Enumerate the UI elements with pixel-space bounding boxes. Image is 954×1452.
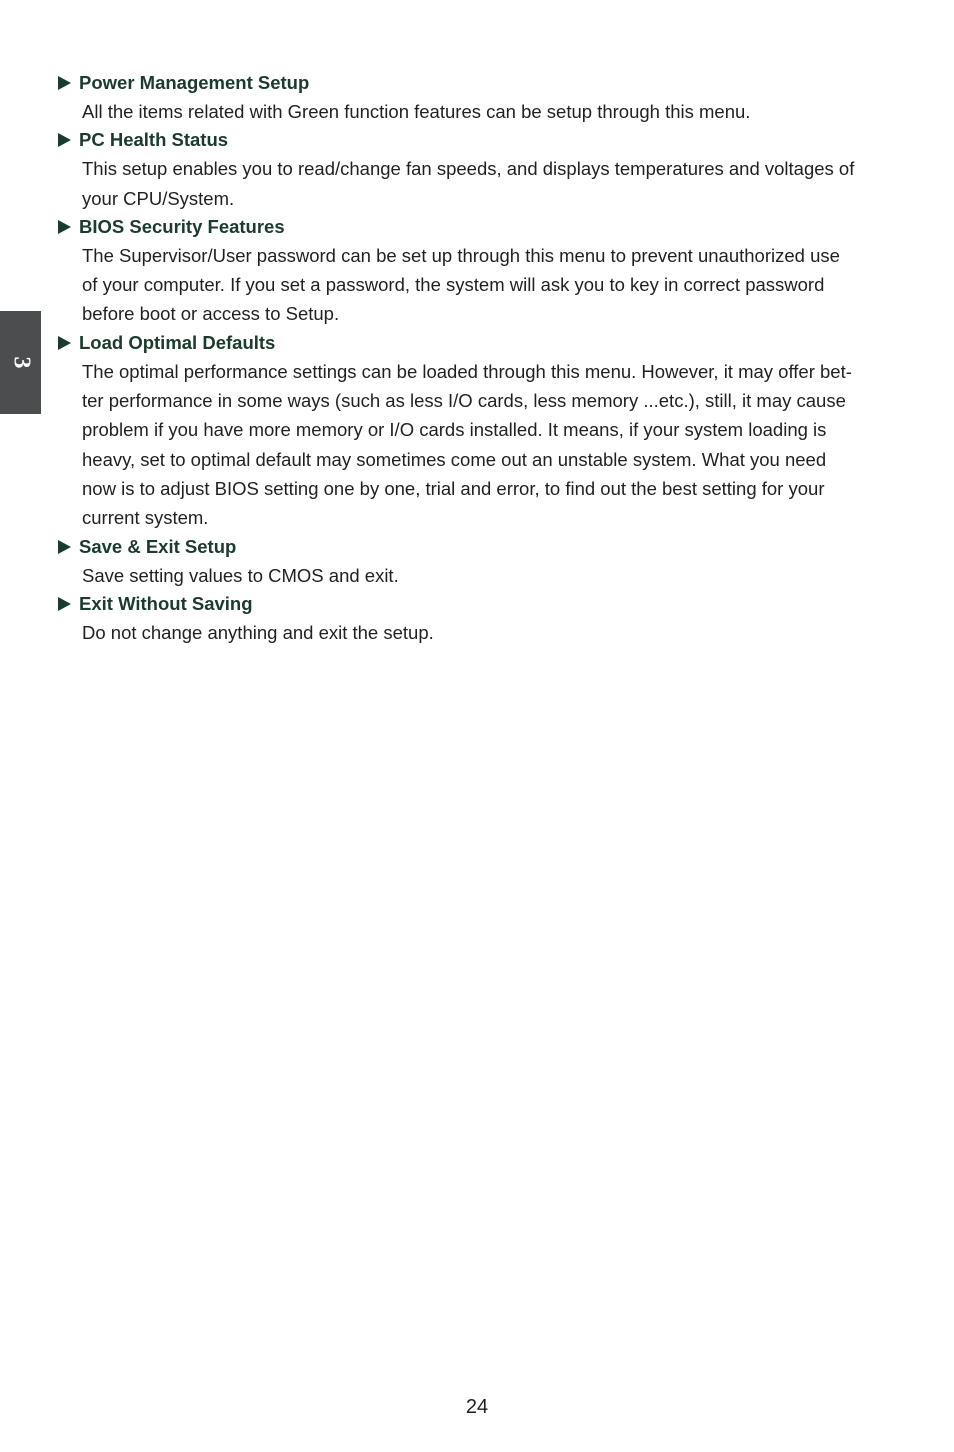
- body-line: current system.: [82, 507, 209, 529]
- chapter-number: 3: [8, 356, 34, 369]
- section-power-management: [58, 69, 903, 126]
- section-title: Load Optimal Defaults: [79, 331, 276, 353]
- section-bios-security: [58, 213, 903, 329]
- body-line: Do not change anything and exit the setup.: [82, 621, 434, 643]
- section-save-exit: [58, 533, 903, 590]
- section-heading: [58, 533, 903, 561]
- section-heading: [58, 69, 903, 97]
- section-body: [82, 357, 903, 533]
- section-title: Power Management Setup: [79, 72, 310, 93]
- body-line: heavy, set to optimal default may sometimes come out an unstable system. What you need: [82, 448, 827, 470]
- section-title: BIOS Security Features: [79, 215, 285, 237]
- body-line: The Supervisor/User password can be set up through this menu to prevent unauthorized use: [82, 244, 840, 266]
- body-line: now is to adjust BIOS setting one by one, trial and error, to find out the best setting for your: [82, 477, 825, 499]
- section-pc-health: [58, 126, 903, 213]
- section-exit-without-saving: [58, 590, 903, 647]
- section-heading: [58, 329, 903, 357]
- arrow-right-icon: [58, 540, 71, 554]
- body-line: your CPU/System.: [82, 187, 235, 209]
- body-line: All the items related with Green function features can be setup through this menu.: [82, 101, 751, 122]
- section-body: [82, 618, 903, 647]
- body-line: ter performance in some ways (such as less I/O cards, less memory ...etc.), still, it may cause: [82, 390, 846, 412]
- section-heading: [58, 126, 903, 154]
- section-load-optimal-defaults: [58, 329, 903, 533]
- page-number: 24: [465, 1396, 489, 1418]
- section-heading: [58, 590, 903, 618]
- body-line: The optimal performance settings can be loaded through this menu. However, it may offer bet-: [82, 360, 852, 382]
- arrow-right-icon: [58, 220, 71, 234]
- body-line: This setup enables you to read/change fan speeds, and displays temperatures and voltages of: [82, 158, 855, 180]
- body-line: of your computer. If you set a password, the system will ask you to key in correct password: [82, 274, 825, 296]
- arrow-right-icon: [58, 133, 71, 147]
- section-title: Exit Without Saving: [79, 592, 253, 614]
- arrow-right-icon: [58, 76, 71, 90]
- section-heading: [58, 213, 903, 241]
- body-line: before boot or access to Setup.: [82, 303, 340, 325]
- section-body: [82, 154, 903, 213]
- body-line: problem if you have more memory or I/O cards installed. It means, if your system loading is: [82, 419, 827, 441]
- section-body: [82, 97, 903, 126]
- arrow-right-icon: [58, 336, 71, 350]
- section-body: [82, 561, 903, 590]
- arrow-right-icon: [58, 597, 71, 611]
- body-line: Save setting values to CMOS and exit.: [82, 564, 399, 586]
- section-title: PC Health Status: [79, 129, 229, 151]
- chapter-tab: [0, 311, 41, 414]
- section-title: Save & Exit Setup: [79, 535, 237, 557]
- main-content: [58, 69, 903, 647]
- section-body: [82, 241, 903, 329]
